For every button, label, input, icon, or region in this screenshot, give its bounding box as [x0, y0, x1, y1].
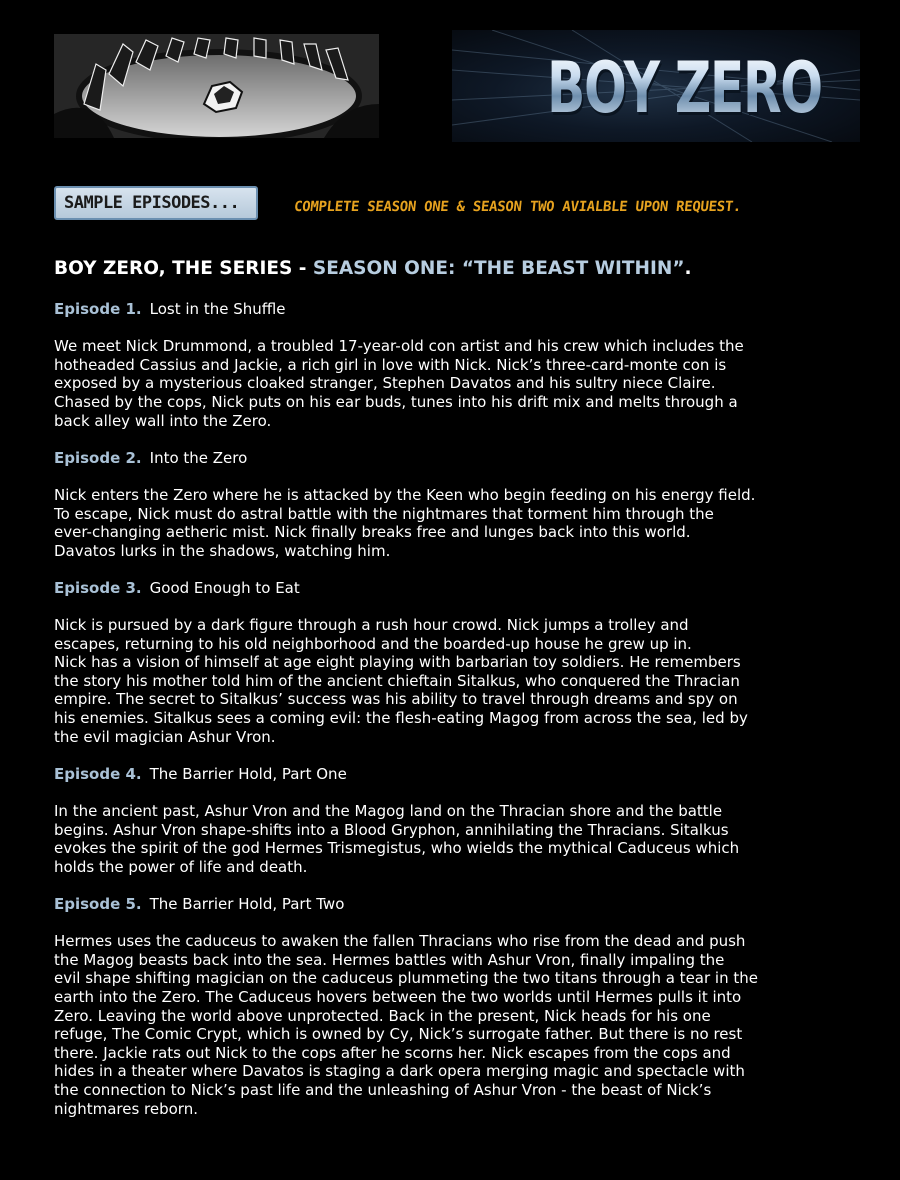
series-heading-period: . [684, 258, 692, 279]
episode-item [54, 765, 844, 877]
boy-zero-logo-banner [452, 30, 860, 142]
episode-title: Good Enough to Eat [149, 578, 300, 597]
episode-synopsis: Nick enters the Zero where he is attacked by the Keen who begin feeding on his energy field. To escape, Nick must do astral battle with the nightmares that torment him through the ever-changing aetheric mist. Nick finally breaks free and lunges back into this world. Davatos lurks in the shadows, watching him. [54, 485, 756, 560]
logo-text: BOY ZERO [547, 47, 822, 129]
episode-item [54, 449, 844, 561]
episode-number: Episode 1. [54, 300, 142, 318]
episode-title: Lost in the Shuffle [149, 300, 286, 318]
episode-item [54, 579, 844, 746]
episode-heading [54, 765, 844, 784]
episode-heading [54, 300, 844, 319]
comic-panel-image [54, 34, 379, 138]
episode-number: Episode 4. [54, 764, 142, 783]
episode-item [54, 895, 844, 1118]
availability-note: COMPLETE SEASON ONE & SEASON TWO AVIALBLE UPON REQUEST. [293, 199, 742, 215]
episode-number: Episode 3. [54, 578, 142, 597]
episode-number: Episode 2. [54, 448, 142, 467]
episode-heading [54, 895, 844, 914]
series-heading [54, 258, 692, 279]
sample-episodes-badge: SAMPLE EPISODES... [54, 186, 258, 220]
episode-heading [54, 579, 844, 598]
episode-synopsis: Nick is pursued by a dark figure through a rush hour crowd. Nick jumps a trolley and escapes, returning to his old neighborhood and the boarded-up house he grew up in. Nick has a vision of himself at age eight playing with barbarian toy soldiers. He remembers the story his mother told him of the ancient chieftain Sitalkus, who conquered the Thracian empire. The secret to Sitalkus’ success was his ability to travel through dreams and spy on his enemies. Sitalkus sees a coming evil: the flesh-eating Magog from across the sea, led by the evil magician Ashur Vron. [54, 616, 748, 746]
episode-title: The Barrier Hold, Part Two [149, 895, 345, 913]
episode-title: Into the Zero [149, 448, 248, 467]
episode-synopsis: In the ancient past, Ashur Vron and the Magog land on the Thracian shore and the battle begins. Ashur Vron shape-shifts into a Blood Gryphon, annihilating the Thracians. Sitalkus evokes the spirit of the god Hermes Trismegistus, who wields the mythical Caduceus which holds the power of life and death. [54, 802, 740, 876]
episode-title: The Barrier Hold, Part One [149, 764, 347, 783]
episode-synopsis: Hermes uses the caduceus to awaken the fallen Thracians who rise from the dead and push the Magog beasts back into the sea. Hermes battles with Ashur Vron, finally impaling the evil shape shifting magician on the caduceus plummeting the two titans through a tear in the earth into the Zero. The Caduceus hovers between the two worlds until Hermes pulls it into Zero. Leaving the world above unprotected. Back in the present, Nick heads for his one refuge, The Comic Crypt, which is owned by Cy, Nick’s surrogate father. But there is no rest there. Jackie rats out Nick to the cops after he scorns her. Nick escapes from the cops and hides in a theater where Davatos is staging a dark opera merging magic and spectacle with the connection to Nick’s past life and the unleashing of Ashur Vron - the beast of Nick’s nightmares reborn. [54, 932, 758, 1118]
series-title: BOY ZERO, THE SERIES - [54, 258, 307, 279]
season-title: SEASON ONE: “THE BEAST WITHIN” [312, 258, 685, 279]
episode-number: Episode 5. [54, 895, 142, 913]
episode-synopsis: We meet Nick Drummond, a troubled 17-year-old con artist and his crew which includes the hotheaded Cassius and Jackie, a rich girl in love with Nick. Nick’s three-card-monte con is exposed by a mysterious cloaked stranger, Stephen Davatos and his sultry niece Claire. Chased by the cops, Nick puts on his ear buds, tunes into his drift mix and melts through a back alley wall into the Zero. [54, 337, 744, 430]
episode-item [54, 300, 844, 430]
comic-panel-illustration [54, 34, 379, 138]
episode-list [54, 300, 844, 1137]
episode-heading [54, 449, 844, 468]
